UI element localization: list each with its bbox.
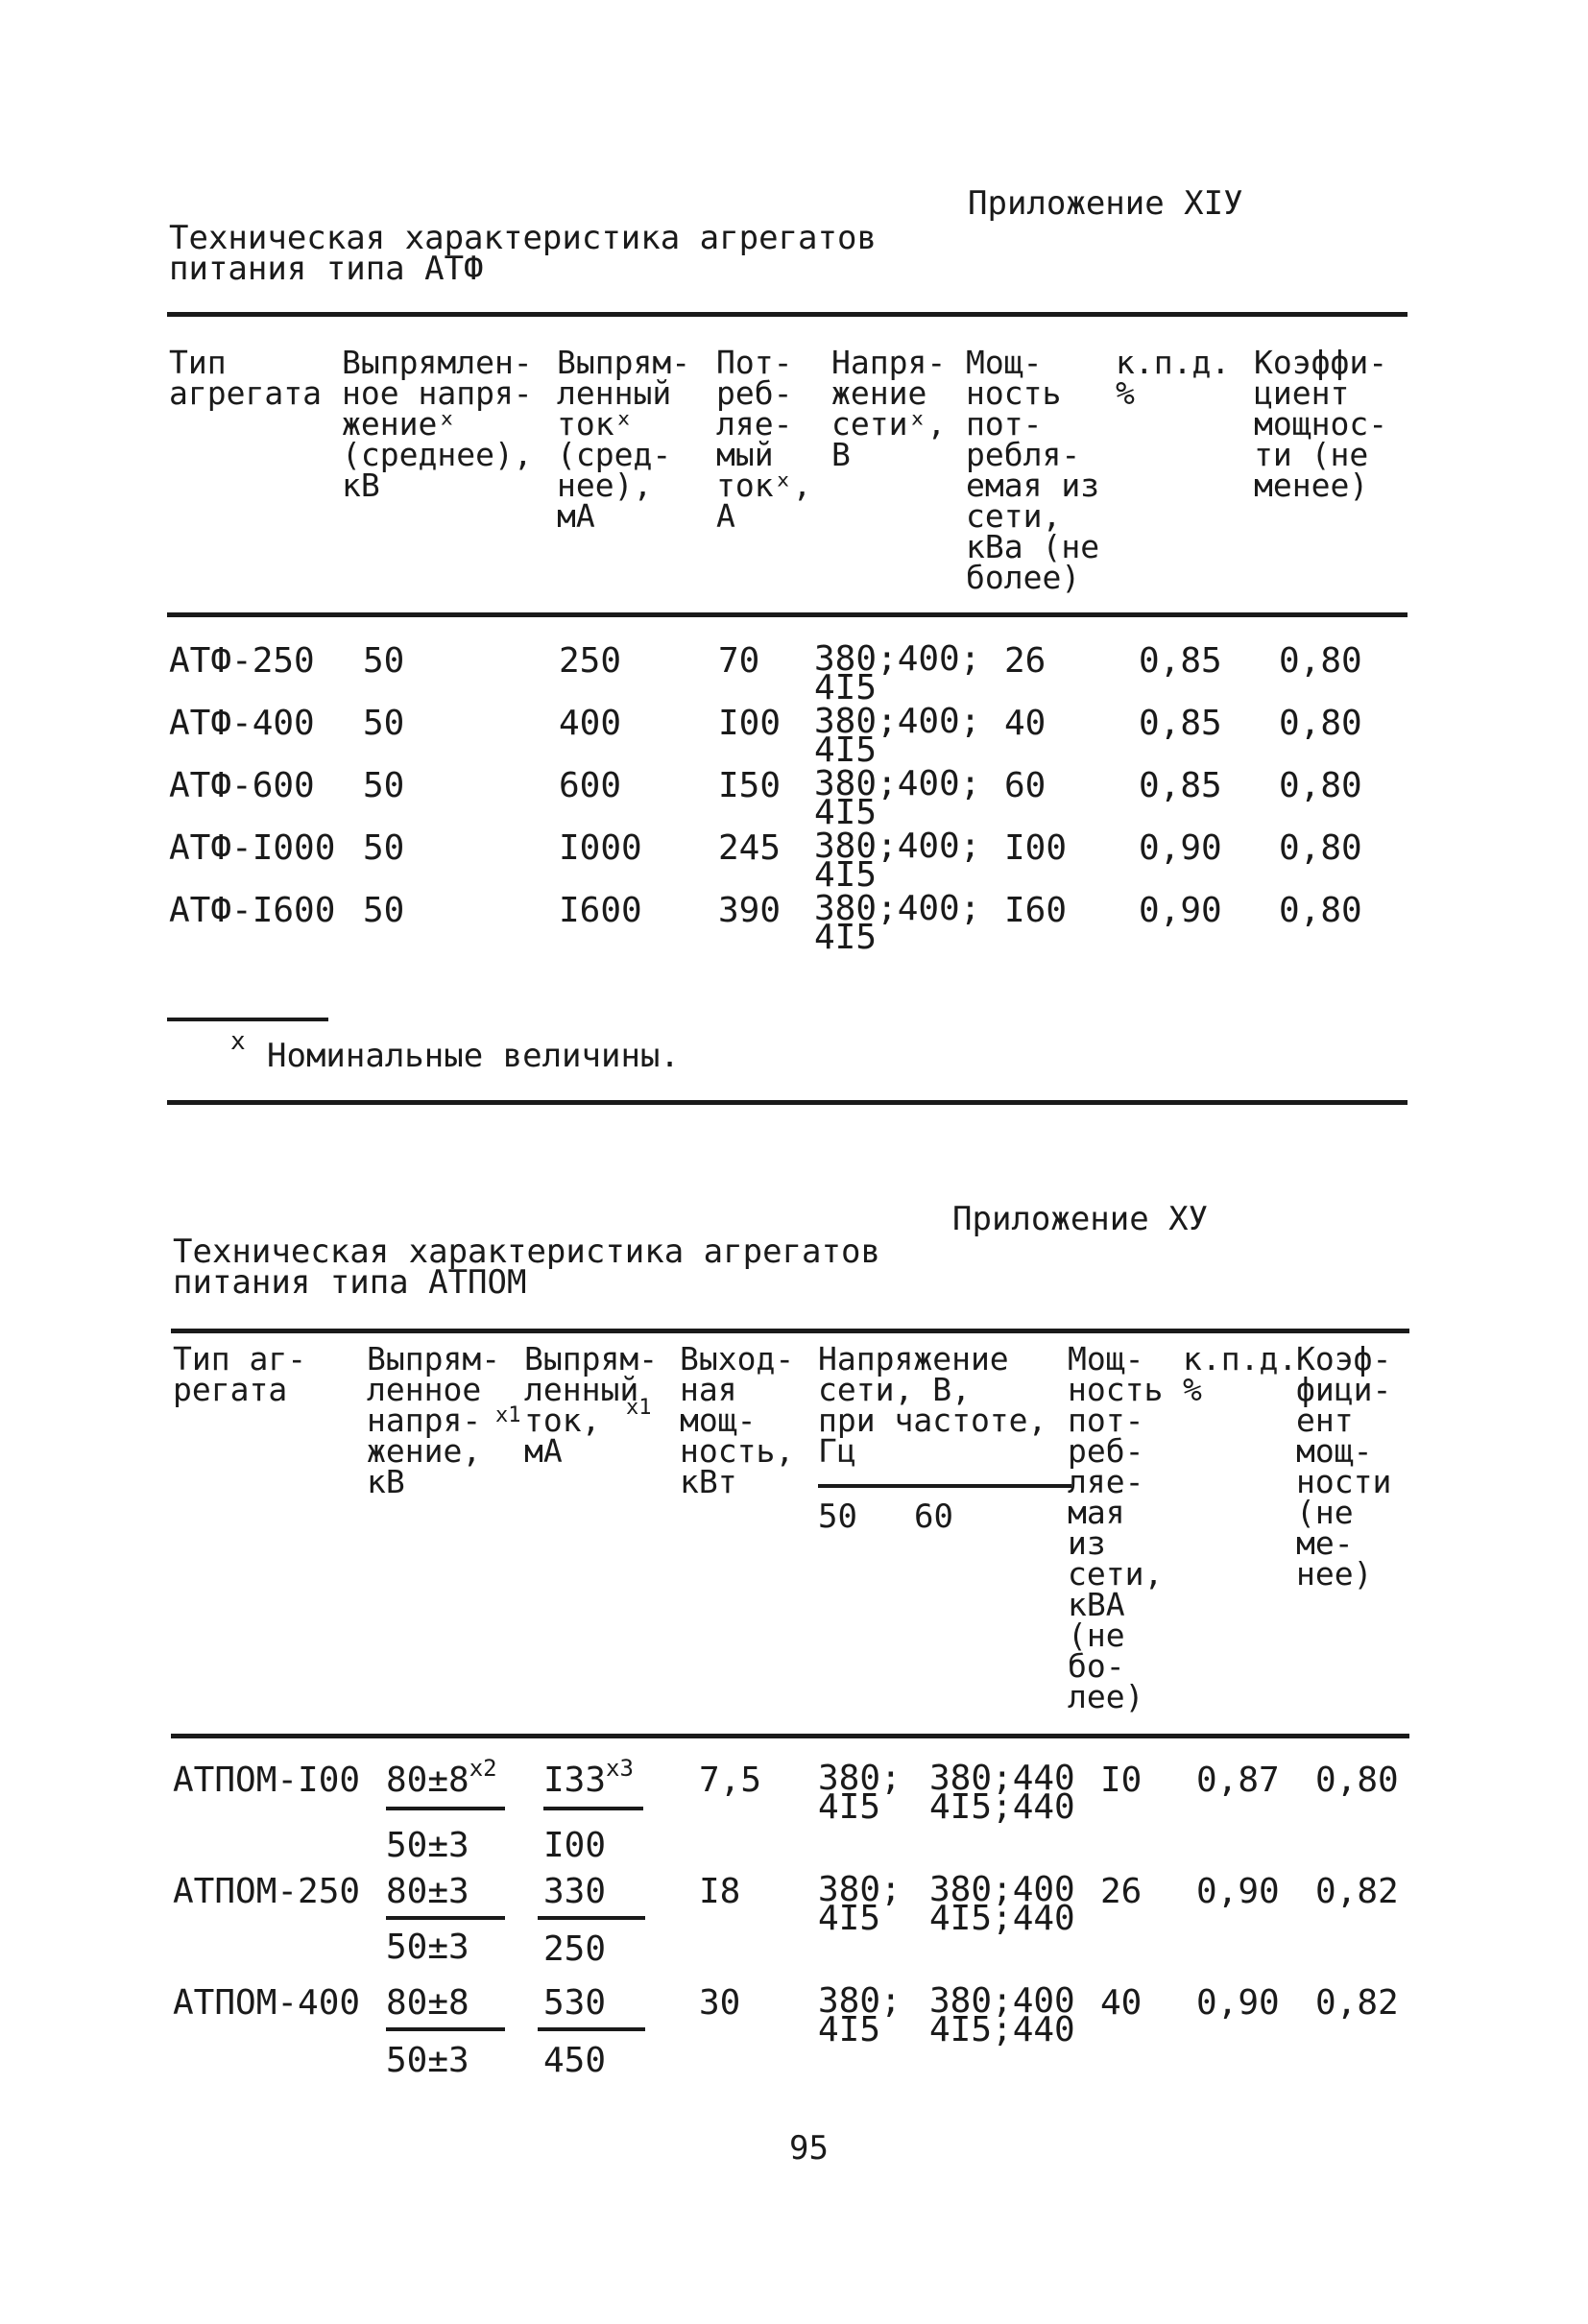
table1-cell-consumed: I00 <box>718 704 782 743</box>
fraction-line <box>538 2027 645 2031</box>
table2-header-efficiency: к.п.д. % <box>1183 1340 1298 1408</box>
table2-header-mains-voltage: Напряжение сети, В, при частоте, Гц <box>818 1340 1047 1470</box>
table1-cell-mains: 380;400; 4I5 <box>814 764 981 832</box>
table2-cell-current-top <box>543 1755 634 1800</box>
table1-cell-voltage: 50 <box>363 828 405 868</box>
table1-cell-mains: 380;400; 4I5 <box>814 889 981 957</box>
table1-cell-efficiency: 0,85 <box>1139 766 1222 805</box>
table2-cell-efficiency: 0,90 <box>1196 1983 1280 2023</box>
table1-header-current: Выпрям- ленный токˣ (сред- нее), мА <box>557 344 691 535</box>
table1-top-rule <box>167 312 1408 317</box>
table1-cell-efficiency: 0,85 <box>1139 704 1222 743</box>
table2-cell-type: АТПОМ-400 <box>173 1983 361 2023</box>
footnote-mark: x <box>230 1027 246 1056</box>
current-top-value: 530 <box>543 1983 607 2023</box>
footnote-short-rule <box>167 1018 328 1021</box>
table1-header-power-factor: Коэффи- циент мощнос- ти (не менее) <box>1254 344 1388 504</box>
table2-header-freq-60: 60 <box>914 1497 953 1536</box>
fraction-line <box>543 1807 643 1810</box>
table2-cell-output-power: I8 <box>699 1872 741 1911</box>
table1-cell-consumed: 245 <box>718 828 782 868</box>
table2-cell-f60: 380;400 4I5;440 <box>929 1870 1075 1938</box>
table1-header-mains-voltage: Напря- жение сетиˣ, В <box>831 344 947 473</box>
table2-cell-output-power: 30 <box>699 1983 741 2023</box>
table2-cell-pf: 0,80 <box>1315 1761 1399 1800</box>
table1-cell-current: 600 <box>559 766 622 805</box>
table2-header-power: Мощ- ность пот- реб- ляе- мая из сети, кВА (не бо- лее) <box>1068 1340 1164 1715</box>
table1-cell-consumed: 390 <box>718 891 782 930</box>
table1-cell-current: 400 <box>559 704 622 743</box>
appendix-14-title-line1: Техническая характеристика агрегатов <box>169 219 877 257</box>
table1-cell-power: I60 <box>1004 891 1068 930</box>
table2-freq-subrule <box>818 1484 1071 1488</box>
table1-cell-current: I600 <box>559 891 642 930</box>
table1-cell-mains: 380;400; 4I5 <box>814 702 981 770</box>
table1-cell-current: 250 <box>559 641 622 681</box>
table2-cell-f50: 380; 4I5 <box>818 1759 902 1827</box>
table2-cell-current-bottom: I00 <box>543 1826 607 1865</box>
voltage-top-value: 80±8 <box>386 1761 469 1800</box>
footnote-text: Номинальные величины. <box>267 1037 680 1075</box>
table2-header-power-factor: Коэф- фици- ент мощ- ности (не ме- нее) <box>1296 1340 1392 1593</box>
table2-cell-efficiency: 0,87 <box>1196 1761 1280 1800</box>
table2-header-voltage: Выпрям- ленное напря- жение, кВ <box>367 1340 501 1500</box>
table1-cell-pf: 0,80 <box>1279 766 1362 805</box>
table2-cell-voltage-bottom: 50±3 <box>386 1826 469 1865</box>
table1-cell-current: I000 <box>559 828 642 868</box>
table1-cell-type: АТФ-400 <box>169 704 315 743</box>
table2-header-rule <box>171 1734 1409 1738</box>
table1-header-power: Мощ- ность пот- ребля- емая из сети, кВа (не более) <box>966 344 1100 596</box>
table1-cell-consumed: I50 <box>718 766 782 805</box>
voltage-top-value: 80±8 <box>386 1983 469 2023</box>
table2-header-current: Выпрям- ленный ток, мА <box>524 1340 659 1470</box>
table1-cell-efficiency: 0,85 <box>1139 641 1222 681</box>
appendix-15-title-line2: питания типа АТПОМ <box>173 1263 527 1302</box>
table2-cell-voltage-top <box>386 1872 469 1911</box>
table1-header-voltage: Выпрямлен- ное напря- жениеˣ (среднее), кВ <box>342 344 533 504</box>
table1-cell-voltage: 50 <box>363 641 405 681</box>
fraction-line <box>386 1807 505 1810</box>
table2-cell-output-power: 7,5 <box>699 1761 762 1800</box>
table1-header-efficiency: к.п.д. % <box>1116 344 1231 412</box>
table1-cell-pf: 0,80 <box>1279 641 1362 681</box>
table2-cell-type: АТПОМ-250 <box>173 1872 361 1911</box>
table2-cell-efficiency: 0,90 <box>1196 1872 1280 1911</box>
appendix-15-label: Приложение ХУ <box>952 1200 1209 1238</box>
table1-header-rule <box>167 612 1408 617</box>
table2-cell-f50: 380; 4I5 <box>818 1981 902 2049</box>
table2-cell-power: 26 <box>1100 1872 1143 1911</box>
appendix-15-title-line1: Техническая характеристика агрегатов <box>173 1233 880 1271</box>
fraction-line <box>538 1916 645 1920</box>
table2-cell-current-bottom: 450 <box>543 2041 607 2080</box>
table1-cell-power: I00 <box>1004 828 1068 868</box>
table1-cell-consumed: 70 <box>718 641 760 681</box>
table1-cell-type: АТФ-I000 <box>169 828 336 868</box>
table2-cell-f60: 380;400 4I5;440 <box>929 1981 1075 2049</box>
table1-cell-pf: 0,80 <box>1279 891 1362 930</box>
voltage-sup: x2 <box>469 1755 497 1782</box>
table1-cell-power: 40 <box>1004 704 1047 743</box>
table1-cell-voltage: 50 <box>363 766 405 805</box>
table1-header-consumed-current: Пот- реб- ляе- мый токˣ, А <box>716 344 812 535</box>
table1-cell-efficiency: 0,90 <box>1139 891 1222 930</box>
current-top-value: 330 <box>543 1872 607 1911</box>
table1-cell-voltage: 50 <box>363 891 405 930</box>
table2-cell-voltage-top <box>386 1755 497 1800</box>
table2-cell-f50: 380; 4I5 <box>818 1870 902 1938</box>
table1-cell-pf: 0,80 <box>1279 704 1362 743</box>
fraction-line <box>386 2027 505 2031</box>
table1-cell-mains: 380;400; 4I5 <box>814 639 981 707</box>
current-top-value: I33 <box>543 1761 607 1800</box>
table2-cell-voltage-bottom: 50±3 <box>386 1928 469 1967</box>
current-sup: x3 <box>606 1755 634 1782</box>
table2-header-freq-50: 50 <box>818 1497 857 1536</box>
table1-cell-mains: 380;400; 4I5 <box>814 827 981 895</box>
appendix-14-label: Приложение XIУ <box>968 184 1243 223</box>
table1-header-type: Тип агрегата <box>169 344 322 412</box>
table1-cell-power: 26 <box>1004 641 1047 681</box>
table2-cell-current-bottom: 250 <box>543 1929 607 1969</box>
table2-cell-voltage-top <box>386 1983 469 2023</box>
table1-cell-type: АТФ-600 <box>169 766 315 805</box>
table1-cell-efficiency: 0,90 <box>1139 828 1222 868</box>
table2-cell-current-top <box>543 1983 607 2023</box>
table1-cell-type: АТФ-250 <box>169 641 315 681</box>
table1-cell-voltage: 50 <box>363 704 405 743</box>
page-number: 95 <box>789 2129 829 2168</box>
section-separator-rule <box>167 1100 1408 1105</box>
table2-header-type: Тип аг- регата <box>173 1340 307 1408</box>
table2-cell-f60: 380;440 4I5;440 <box>929 1759 1075 1827</box>
table2-cell-type: АТПОМ-I00 <box>173 1761 361 1800</box>
table2-cell-current-top <box>543 1872 607 1911</box>
appendix-14-title-line2: питания типа АТФ <box>169 250 484 288</box>
table2-cell-pf: 0,82 <box>1315 1983 1399 2023</box>
table2-cell-power: I0 <box>1100 1761 1143 1800</box>
table2-cell-pf: 0,82 <box>1315 1872 1399 1911</box>
table1-cell-type: АТФ-I600 <box>169 891 336 930</box>
table2-header-output-power: Выход- ная мощ- ность, кВт <box>680 1340 795 1500</box>
table2-cell-power: 40 <box>1100 1983 1143 2023</box>
table1-cell-power: 60 <box>1004 766 1047 805</box>
table2-header-voltage-sup: x1 <box>495 1403 521 1427</box>
table1-cell-pf: 0,80 <box>1279 828 1362 868</box>
voltage-top-value: 80±3 <box>386 1872 469 1911</box>
table2-cell-voltage-bottom: 50±3 <box>386 2041 469 2080</box>
table2-header-current-sup: x1 <box>626 1396 652 1420</box>
table2-top-rule <box>171 1329 1409 1333</box>
fraction-line <box>386 1916 505 1920</box>
